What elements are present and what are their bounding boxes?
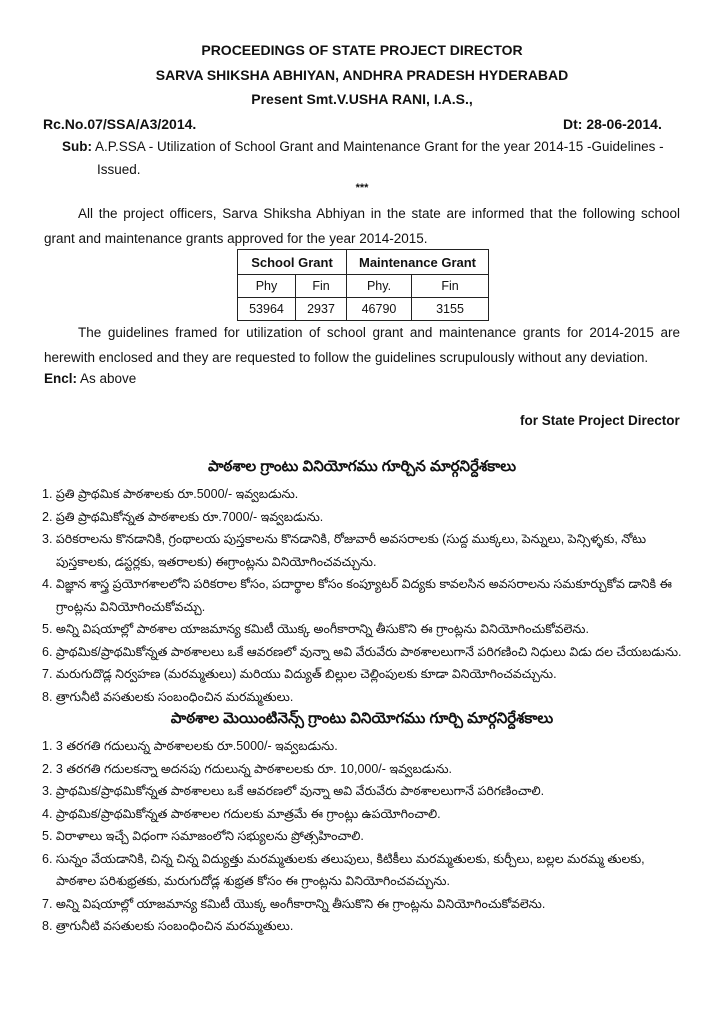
enclosure xyxy=(44,371,136,386)
table-column-header: Fin xyxy=(296,275,347,298)
list-item: 5. అన్ని విషయాల్లో పాఠశాల యాజమాన్య కమిటీ యొక్క అంగీకారాన్ని తీసుకొని ఈ గ్రాంట్లను వినియోగించుకోవలెను. xyxy=(42,622,589,636)
table-cell: 46790 xyxy=(347,298,412,321)
table-column-header: Phy. xyxy=(347,275,412,298)
enclosure-text: As above xyxy=(80,371,137,386)
maintenance-grant-guidelines-list xyxy=(42,735,682,938)
subject-label: Sub: xyxy=(62,139,92,154)
table-cell: 3155 xyxy=(412,298,489,321)
guidelines-paragraph: The guidelines framed for utilization of school grant and maintenance grants for 2014-2015 are herewith enclosed and they are requested to follow the guidelines scrupulously without any deviation. xyxy=(44,325,680,365)
list-item: 2. ప్రతి ప్రాథమికోన్నత పాఠశాలకు రూ.7000/- ఇవ్వబడును. xyxy=(42,509,324,524)
enclosure-label: Encl: xyxy=(44,371,78,386)
reference-number: Rc.No.07/SSA/A3/2014. xyxy=(43,116,197,132)
list-item: 5. విరాళాలు ఇచ్చే విధంగా సమాజంలోని సభ్యులను ప్రోత్సహించాలి. xyxy=(42,829,364,843)
header-presenter: Present Smt.V.USHA RANI, I.A.S., xyxy=(251,91,473,107)
header-organization: SARVA SHIKSHA ABHIYAN, ANDHRA PRADESH HYDERABAD xyxy=(155,67,569,83)
header-title: PROCEEDINGS OF STATE PROJECT DIRECTOR xyxy=(201,42,523,58)
table-cell: 2937 xyxy=(296,298,347,321)
list-item: 1. ప్రతి ప్రాథమిక పాఠశాలకు రూ.5000/- ఇవ్వబడును. xyxy=(42,487,299,501)
table-group-header: Maintenance Grant xyxy=(347,250,489,275)
list-item: 6. సున్నం వేయడానికి, చిన్న చిన్న విద్యుత్తు మరమ్మతులకు తలుపులు, కిటికీలు మరమ్మతులకు, కుర్చీలు, బల్లల మరమ్మ తులకు, పాఠశాల పరిశుభ్రతకు, మరుగుదోడ్ల శుభ్రత కోసం ఈ గ్రాంట్లను వినియోగించవచ్చును. xyxy=(42,851,645,888)
list-item: 3. ప్రాథమిక/ప్రాథమికోన్నత పాఠశాలలు ఒకే ఆవరణలో వున్నా అవి వేరువేరు పాఠశాలలుగానే పరిగణించాలి. xyxy=(42,784,545,798)
subject-line xyxy=(62,139,664,154)
intro-paragraph: All the project officers, Sarva Shiksha Abhiyan in the state are informed that the following school grant and maintenance grants approved for the year 2014-2015. xyxy=(44,206,680,246)
signature-line: for State Project Director xyxy=(520,413,680,428)
separator: *** xyxy=(355,182,369,194)
list-item: 8. త్రాగునీటి వసతులకు సంబంధించిన మరమ్మతులు. xyxy=(42,689,294,704)
table-column-header: Fin xyxy=(412,275,489,298)
list-item: 1. 3 తరగతి గదులున్న పాఠశాలలకు రూ.5000/- ఇవ్వబడును. xyxy=(42,739,338,753)
table-group-header: School Grant xyxy=(238,250,347,275)
list-item: 7. మరుగుదొడ్ల నిర్వహణ (మరమ్మతులు) మరియు విద్యుత్ బిల్లుల చెల్లింపులకు కూడా వినియోగించవచ్చును. xyxy=(42,667,557,681)
table-header-row xyxy=(238,250,489,275)
subject-text: A.P.SSA - Utilization of School Grant and Maintenance Grant for the year 2014-15 -Guidelines - xyxy=(95,139,664,154)
table-cell: 53964 xyxy=(238,298,296,321)
table-row xyxy=(238,298,489,321)
school-grant-section-title: పాఠశాల గ్రాంటు వినియోగము గూర్చిన మార్గనిర్దేశకాలు xyxy=(207,458,517,475)
reference-date: Dt: 28-06-2014. xyxy=(563,116,662,132)
list-item: 4. విజ్ఞాన శాస్త్ర ప్రయోగశాలలోని పరికరాల కోసం, పదార్థాల కోసం కంప్యూటర్ విద్యకు కావలసిన అవసరాలను సమకూర్చుకోవ డానికి ఈ గ్రాంట్లను వినియోగించుకోవచ్చు. xyxy=(42,577,672,614)
list-item: 8. త్రాగునీటి వసతులకు సంబంధించిన మరమ్మతులు. xyxy=(42,919,294,933)
table-subheader-row xyxy=(238,275,489,298)
list-item: 3. పరికరాలను కొనడానికి, గ్రంథాలయ పుస్తకాలను కొనడానికి, రోజువారీ అవసరాలకు (సుద్ద ముక్కలు, పెన్నులు, పెన్సిళ్ళకు, నోటు పుస్తకాలకు, డస్టర్లకు, ఇతరాలకు) ఈగ్రాంట్లను వినియోగించవచ్చును. xyxy=(42,532,647,569)
school-grant-guidelines-list xyxy=(42,483,682,708)
list-item: 6. ప్రాథమిక/ప్రాథమికోన్నత పాఠశాలలు ఒకే ఆవరణలో వున్నా అవి వేరువేరు పాఠశాలలుగానే పరిగణించి నిధులు విడు దల చేయబడును. xyxy=(42,644,682,659)
table-column-header: Phy xyxy=(238,275,296,298)
list-item: 2. 3 తరగతి గదులకన్నా అదనపు గదులున్న పాఠశాలలకు రూ. 10,000/- ఇవ్వబడును. xyxy=(42,761,453,776)
subject-continuation: Issued. xyxy=(97,162,141,177)
list-item: 7. అన్ని విషయాల్లో యాజమాన్య కమిటీ యొక్క అంగీకారాన్ని తీసుకొని ఈ గ్రాంట్లను వినియోగించుకోవలెను. xyxy=(42,896,546,911)
list-item: 4. ప్రాథమిక/ప్రాథమికోన్నత పాఠశాలల గదులకు మాత్రమే ఈ గ్రాంట్లు ఉపయోగించాలి. xyxy=(42,806,441,821)
maintenance-grant-section-title: పాఠశాల మెయింటినెన్స్ గ్రాంటు వినియోగము గూర్చి మార్గనిర్దేశకాలు xyxy=(170,710,554,727)
grants-table xyxy=(237,249,489,321)
